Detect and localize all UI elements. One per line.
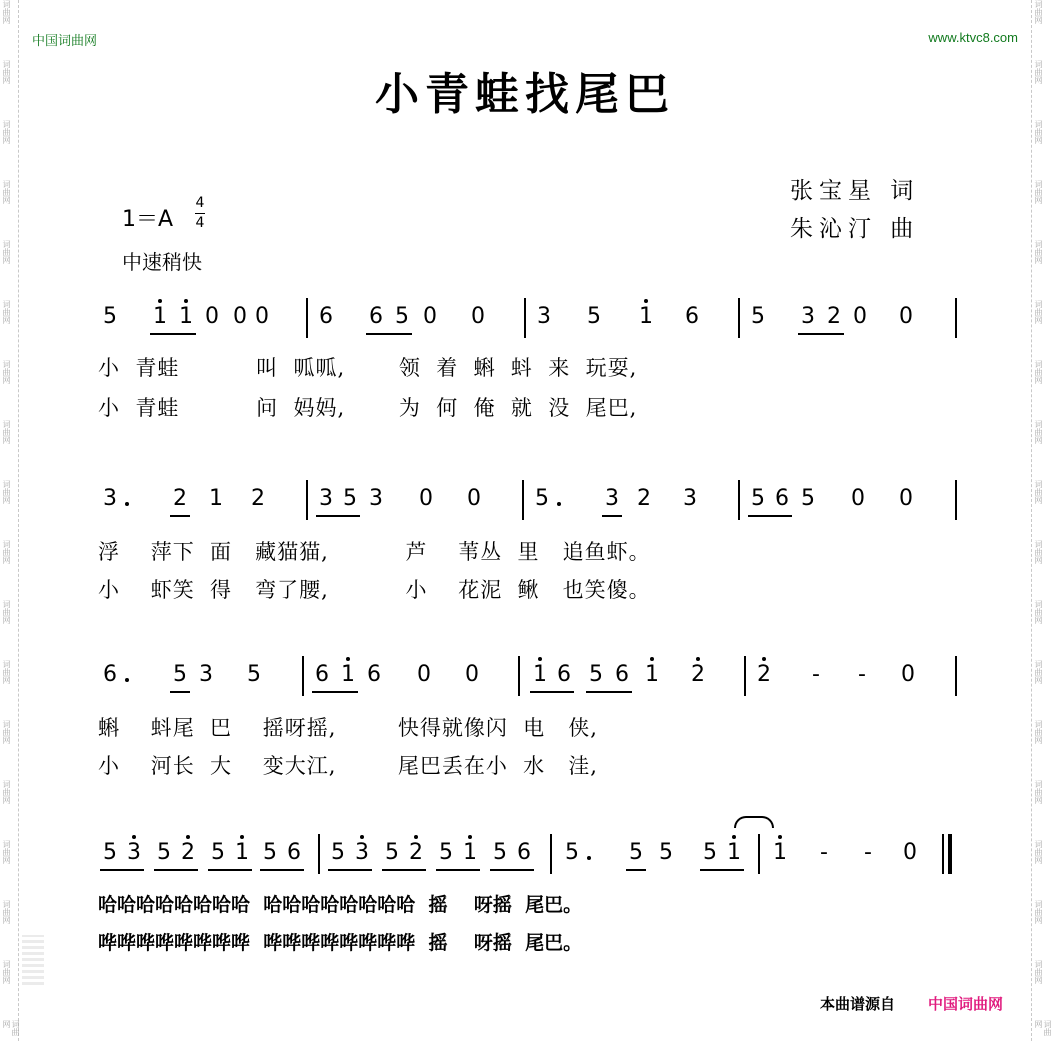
barline — [306, 480, 308, 520]
note: 5 — [263, 840, 277, 865]
note: 1 — [724, 840, 744, 866]
side-strip-text: 词曲网 — [2, 360, 11, 384]
side-strip-text: 词曲网 — [1034, 60, 1043, 84]
lyrics-verse-1: 小 青蛙 叫 呱呱, 领 着 蝌 蚪 来 玩耍, — [98, 356, 638, 380]
barline — [302, 656, 304, 696]
beam — [170, 515, 190, 517]
note: 6 — [287, 840, 301, 865]
beam — [208, 869, 252, 871]
side-strip-text: 词曲网 — [2, 960, 11, 984]
note: 3 — [199, 662, 213, 687]
beam — [316, 515, 360, 517]
side-strip-text: 词曲网 — [1034, 720, 1043, 744]
key-signature: 1＝A — [122, 207, 174, 232]
note: 3 — [352, 840, 372, 866]
beam — [154, 869, 198, 871]
side-strip-text: 词曲网 — [2, 240, 11, 264]
barline — [955, 656, 957, 696]
beam — [312, 691, 358, 693]
note: 1 — [460, 840, 480, 866]
note: 1 — [150, 304, 170, 330]
side-strip-text: 词曲网 — [2, 0, 11, 24]
side-strip-text: 词曲网 — [2, 120, 11, 144]
time-sig-top: 4 — [195, 195, 205, 211]
beam — [602, 515, 622, 517]
note: 5 — [703, 840, 717, 865]
score-system-4 — [0, 836, 1050, 870]
note: 3 — [319, 486, 333, 511]
time-sig-divider — [195, 213, 205, 214]
score-system-3 — [0, 658, 1050, 692]
score-system-1 — [0, 300, 1050, 334]
note: 2 — [827, 304, 841, 329]
note: 1 — [209, 486, 223, 511]
side-strip-text: 词曲网 — [1034, 120, 1043, 144]
site-url[interactable]: www.ktvc8.com — [928, 30, 1018, 45]
side-strip-text: 词曲网 — [2, 660, 11, 684]
barline — [955, 298, 957, 338]
note: 0 — [853, 304, 867, 329]
side-strip-text: 词曲网 — [2, 60, 11, 84]
lyrics-verse-2: 哗哗哗哗哗哗哗哗 哗哗哗哗哗哗哗哗 摇 呀摇 尾巴。 — [98, 932, 583, 954]
source-site-link[interactable]: 中国词曲网 — [928, 995, 1004, 1013]
note: 0 — [899, 304, 913, 329]
site-name[interactable]: 中国词曲网 — [32, 34, 98, 49]
note: 5 — [343, 486, 357, 511]
note: 5 — [562, 840, 582, 866]
side-strip-text: 词曲网 — [2, 540, 11, 564]
note: 0 — [903, 840, 917, 865]
note: 5 — [331, 840, 345, 865]
time-signature — [194, 195, 206, 232]
note: 3 — [605, 486, 619, 511]
side-strip-text: 词曲网 — [1034, 240, 1043, 264]
side-strip-text: 词曲网 — [2, 900, 11, 924]
lyrics-verse-2: 小 青蛙 问 妈妈, 为 何 俺 就 没 尾巴, — [98, 396, 638, 420]
right-margin-strip — [1031, 0, 1050, 1041]
beam — [366, 333, 412, 335]
score-system-2 — [0, 482, 1050, 516]
side-strip-text: 词曲网 — [2, 780, 11, 804]
barline — [738, 298, 740, 338]
side-strip-text: 词曲网 — [1034, 660, 1043, 684]
note: 6 — [369, 304, 383, 329]
beam — [798, 333, 844, 335]
tie-slur — [734, 816, 774, 828]
note: 5 — [532, 486, 552, 512]
note: 3 — [537, 304, 551, 329]
note: 5 — [247, 662, 261, 687]
barline — [522, 480, 524, 520]
note: 5 — [751, 304, 765, 329]
note: 1 — [642, 662, 662, 688]
side-strip-text: 词曲网 — [1034, 840, 1043, 864]
note: 2 — [637, 486, 651, 511]
beam — [150, 333, 196, 335]
lyrics-verse-1: 哈哈哈哈哈哈哈哈 哈哈哈哈哈哈哈哈 摇 呀摇 尾巴。 — [98, 894, 583, 916]
beam — [748, 515, 792, 517]
barline — [744, 656, 746, 696]
time-sig-bottom: 4 — [195, 215, 205, 231]
note: 5 — [157, 840, 171, 865]
note: 1 — [770, 840, 790, 866]
note: 3 — [801, 304, 815, 329]
beam — [626, 869, 646, 871]
side-strip-text: 词曲网 — [1034, 540, 1043, 564]
note: 0 — [851, 486, 865, 511]
note: 0 — [417, 662, 431, 687]
note: 6 — [685, 304, 699, 329]
beam — [436, 869, 480, 871]
side-strip-text: 词曲网 — [1034, 900, 1043, 924]
side-strip-text: 词曲网 — [2, 1020, 20, 1036]
barline — [758, 834, 760, 874]
note: 6 — [517, 840, 531, 865]
beam — [382, 869, 426, 871]
beam — [328, 869, 372, 871]
tempo-marking: 中速稍快 — [122, 250, 202, 274]
note: 5 — [103, 304, 117, 329]
lyrics-verse-2: 小 河长 大 变大江, 尾巴丢在小 水 洼, — [98, 754, 598, 778]
note: 0 — [423, 304, 437, 329]
note: 6 — [319, 304, 333, 329]
note: 5 — [395, 304, 409, 329]
note: 2 — [178, 840, 198, 866]
note: 3 — [100, 486, 120, 512]
note: 5 — [173, 662, 187, 687]
barline — [955, 480, 957, 520]
note: 5 — [211, 840, 225, 865]
note: - — [864, 840, 872, 865]
note: 0 — [255, 304, 269, 329]
note: 5 — [439, 840, 453, 865]
note: 2 — [406, 840, 426, 866]
note: 1 — [530, 662, 550, 688]
barline — [518, 656, 520, 696]
note: 6 — [367, 662, 381, 687]
note: 6 — [100, 662, 120, 688]
note: 5 — [589, 662, 603, 687]
note: 1 — [232, 840, 252, 866]
beam — [260, 869, 304, 871]
note: 5 — [493, 840, 507, 865]
side-strip-text: 词曲网 — [1034, 960, 1043, 984]
note: 6 — [775, 486, 789, 511]
composer-credit: 朱沁汀 曲 — [790, 216, 920, 242]
note: 1 — [176, 304, 196, 330]
note: - — [858, 662, 866, 687]
side-strip-text: 词曲网 — [2, 720, 11, 744]
lyrics-verse-1: 蝌 蚪尾 巴 摇呀摇, 快得就像闪 电 侠, — [98, 716, 598, 740]
side-strip-text: 词曲网 — [1034, 180, 1043, 204]
note: 3 — [124, 840, 144, 866]
note: 0 — [419, 486, 433, 511]
note: 1 — [338, 662, 358, 688]
song-title: 小青蛙找尾巴 — [375, 69, 675, 120]
note: 5 — [801, 486, 815, 511]
barline — [550, 834, 552, 874]
barline — [524, 298, 526, 338]
barline — [318, 834, 320, 874]
note: 3 — [683, 486, 697, 511]
note: 6 — [557, 662, 571, 687]
side-strip-text: 词曲网 — [2, 420, 11, 444]
side-strip-text: 词曲网 — [1034, 480, 1043, 504]
side-strip-text: 词曲网 — [1034, 600, 1043, 624]
note: 5 — [629, 840, 643, 865]
beam — [100, 869, 144, 871]
note: 0 — [901, 662, 915, 687]
beam — [530, 691, 574, 693]
note: 5 — [751, 486, 765, 511]
beam — [700, 869, 744, 871]
note: 5 — [103, 840, 117, 865]
barline — [738, 480, 740, 520]
note: 2 — [688, 662, 708, 688]
beam — [170, 691, 190, 693]
final-barline — [948, 834, 952, 874]
side-strip-text: 词曲网 — [2, 480, 11, 504]
note: 0 — [467, 486, 481, 511]
lyrics-verse-2: 小 虾笑 得 弯了腰, 小 花泥 鳅 也笑傻。 — [98, 578, 651, 602]
note: - — [812, 662, 820, 687]
side-strip-text: 词曲网 — [2, 300, 11, 324]
note: 1 — [636, 304, 656, 330]
side-strip-text: 词曲网 — [1034, 420, 1043, 444]
beam — [490, 869, 534, 871]
note: 0 — [233, 304, 247, 329]
note: 2 — [754, 662, 774, 688]
note: 0 — [899, 486, 913, 511]
note: 2 — [251, 486, 265, 511]
note: 2 — [173, 486, 187, 511]
barline — [306, 298, 308, 338]
lyricist-credit: 张宝星 词 — [790, 178, 920, 204]
source-label: 本曲谱源自 — [820, 995, 896, 1013]
note: 0 — [471, 304, 485, 329]
note: 0 — [205, 304, 219, 329]
note: 0 — [465, 662, 479, 687]
side-strip-text: 词曲网 — [2, 840, 11, 864]
side-strip-text: 词曲网 — [1034, 1020, 1052, 1036]
note: - — [820, 840, 828, 865]
note: 5 — [659, 840, 673, 865]
side-strip-text: 词曲网 — [1034, 0, 1043, 24]
side-strip-text: 词曲网 — [2, 180, 11, 204]
note: 6 — [615, 662, 629, 687]
watermark-graphic — [22, 935, 44, 985]
note: 3 — [369, 486, 383, 511]
note: 5 — [385, 840, 399, 865]
lyrics-verse-1: 浮 萍下 面 藏猫猫, 芦 苇丛 里 追鱼虾。 — [98, 540, 651, 564]
side-strip-text: 词曲网 — [2, 600, 11, 624]
side-strip-text: 词曲网 — [1034, 360, 1043, 384]
barline — [942, 834, 944, 874]
side-strip-text: 词曲网 — [1034, 300, 1043, 324]
note: 6 — [315, 662, 329, 687]
left-margin-strip — [0, 0, 19, 1041]
side-strip-text: 词曲网 — [1034, 780, 1043, 804]
beam — [586, 691, 632, 693]
note: 5 — [587, 304, 601, 329]
